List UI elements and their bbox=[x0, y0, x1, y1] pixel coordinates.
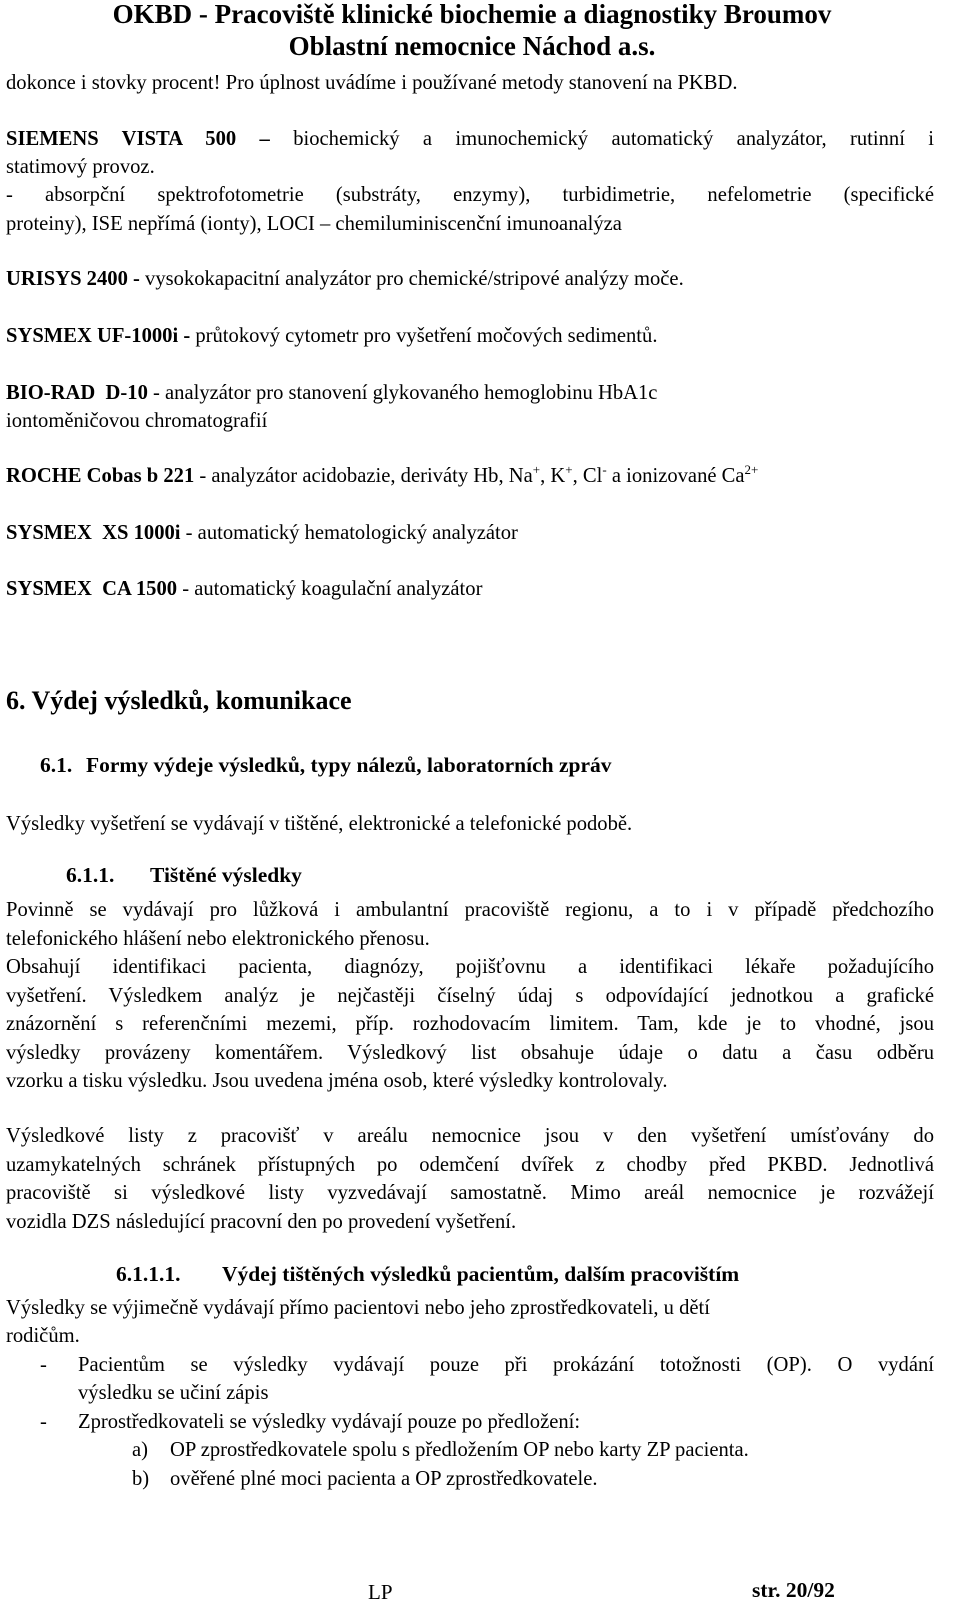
sub-item-a-text: OP zprostředkovatele spolu s předložením OP nebo karty ZP pacienta. bbox=[170, 1439, 749, 1461]
bullet-2-dash: - bbox=[40, 1411, 47, 1433]
sysmex-uf-name: SYSMEX UF-1000i - bbox=[6, 325, 191, 347]
bullet-1-line-1: Pacientům se výsledky vydávají pouze při prokázání totožnosti (OP). O vydání bbox=[78, 1354, 934, 1376]
roche-desc-c: , Cl bbox=[572, 465, 603, 487]
bullet-2-line-1: Zprostředkovateli se výsledky vydávají pouze po předložení: bbox=[78, 1411, 581, 1433]
bullet-1-dash: - bbox=[40, 1354, 47, 1376]
urisys-line bbox=[6, 265, 684, 294]
printed-p3-line-3: pracoviště si výsledkové listy vyzvedávají samostatně. Mimo areál nemocnice je rozvážejí bbox=[6, 1182, 934, 1204]
section-6-1-title: Formy výdeje výsledků, typy nálezů, laboratorních zpráv bbox=[86, 753, 612, 777]
intro-text: dokonce i stovky procent! Pro úplnost uvádíme i používané metody stanovení na PKBD. bbox=[6, 72, 738, 94]
printed-p2-line-5: vzorku a tisku výsledku. Jsou uvedena jména osob, které výsledky kontrolovaly. bbox=[6, 1070, 668, 1092]
issue-p1-line-2: rodičům. bbox=[6, 1325, 80, 1347]
issue-p1-line-1: Výsledky se výjimečně vydávají přímo pacientovi nebo jeho zprostředkovateli, u dětí bbox=[6, 1297, 710, 1319]
sysmex-ca-desc: - automatický koagulační analyzátor bbox=[182, 578, 483, 600]
ca-superscript: 2+ bbox=[744, 462, 759, 478]
roche-desc-d: a ionizované Ca bbox=[606, 465, 745, 487]
printed-p2-line-3: znázornění s referenčními mezemi, příp. rozhodovacím limitem. Tam, kde je to vhodné, jsou bbox=[6, 1013, 934, 1035]
printed-p3-line-1: Výsledkové listy z pracovišť v areálu nemocnice jsou v den vyšetření umísťovány do bbox=[6, 1125, 934, 1147]
footer-left: LP bbox=[368, 1580, 393, 1604]
printed-p3-line-2: uzamykatelných schránek přístupných po odemčení dvířek z chodby před PKBD. Jednotlivá bbox=[6, 1154, 934, 1176]
printed-p1-line-2: telefonického hlášení nebo elektronického přenosu. bbox=[6, 928, 430, 950]
section-6-number: 6. bbox=[6, 686, 26, 715]
sysmex-xs-name: SYSMEX XS 1000i bbox=[6, 522, 181, 544]
urisys-name: URISYS 2400 - bbox=[6, 268, 140, 290]
printed-p2-line-4: výsledky provázeny komentářem. Výsledkový list obsahuje údaje o datu a času odběru bbox=[6, 1042, 934, 1064]
bullet-1-line-2: výsledku se učiní zápis bbox=[78, 1382, 269, 1404]
sysmex-uf-desc: průtokový cytometr pro vyšetření močových sedimentů. bbox=[195, 325, 658, 347]
sysmex-xs-desc: - automatický hematologický analyzátor bbox=[185, 522, 518, 544]
sub-item-b-label: b) bbox=[132, 1468, 150, 1490]
section-6-1-1-title: Tištěné výsledky bbox=[150, 863, 302, 887]
printed-p1-line-1: Povinně se vydávají pro lůžková i ambulantní pracoviště regionu, a to i v případě předchozího bbox=[6, 899, 934, 921]
header-line-1: OKBD - Pracoviště klinické biochemie a diagnostiky Broumov bbox=[112, 0, 832, 29]
sub-item-b-text: ověřené plné moci pacienta a OP zprostředkovatele. bbox=[170, 1468, 598, 1490]
roche-line bbox=[6, 462, 758, 491]
section-6-1-1-number: 6.1.1. bbox=[66, 863, 115, 887]
printed-p3-line-4: vozidla DZS následující pracovní den po provedení vyšetření. bbox=[6, 1211, 517, 1233]
printed-p2-line-1: Obsahují identifikaci pacienta, diagnózy, pojišťovnu a identifikaci lékaře požadujícího bbox=[6, 956, 934, 978]
siemens-desc: biochemický a imunochemický automatický analyzátor, rutinní i bbox=[293, 128, 935, 150]
footer-page-number: str. 20/92 bbox=[752, 1578, 835, 1602]
sysmex-ca-line bbox=[6, 575, 482, 604]
section-6-title: Výdej výsledků, komunikace bbox=[31, 686, 352, 715]
biorad-line-2: iontoměničovou chromatografií bbox=[6, 410, 268, 432]
sysmex-xs-line bbox=[6, 519, 518, 548]
na-superscript: + bbox=[532, 462, 541, 478]
section-6-1-number: 6.1. bbox=[40, 753, 73, 777]
section-6-heading bbox=[6, 686, 352, 716]
sysmex-uf-line bbox=[6, 322, 657, 351]
printed-p2-line-2: vyšetření. Výsledkem analýz je nejčastěji číselný údaj s odpovídající jednotkou a grafické bbox=[6, 985, 934, 1007]
biorad-name: BIO-RAD D-10 bbox=[6, 382, 148, 404]
header-line-2: Oblastní nemocnice Náchod a.s. bbox=[288, 31, 656, 61]
roche-desc-b: , K bbox=[540, 465, 566, 487]
siemens-name: SIEMENS VISTA 500 – bbox=[6, 128, 270, 150]
siemens-line-1 bbox=[6, 125, 934, 154]
section-6-1-1-1-number: 6.1.1.1. bbox=[116, 1262, 181, 1286]
roche-name: ROCHE Cobas b 221 bbox=[6, 465, 195, 487]
k-superscript: + bbox=[565, 462, 573, 478]
section-6-1-1-1-title: Výdej tištěných výsledků pacientům, dalším pracovištím bbox=[222, 1262, 740, 1286]
siemens-line-2: statimový provoz. bbox=[6, 156, 155, 178]
section-6-1-text: Výsledky vyšetření se vydávají v tištěné, elektronické a telefonické podobě. bbox=[6, 813, 633, 835]
biorad-line-1 bbox=[6, 379, 657, 408]
urisys-desc: vysokokapacitní analyzátor pro chemické/stripové analýzy moče. bbox=[145, 268, 684, 290]
sub-item-a-label: a) bbox=[132, 1439, 148, 1461]
siemens-methods-1: - absorpční spektrofotometrie (substráty, enzymy), turbidimetrie, nefelometrie (specifické bbox=[6, 184, 934, 206]
cl-superscript: - bbox=[602, 462, 607, 478]
siemens-methods-2: proteiny), ISE nepřímá (ionty), LOCI – chemiluminiscenční imunoanalýza bbox=[6, 213, 622, 235]
sysmex-ca-name: SYSMEX CA 1500 bbox=[6, 578, 178, 600]
biorad-desc: - analyzátor pro stanovení glykovaného hemoglobinu HbA1c bbox=[153, 382, 658, 404]
roche-desc-a: - analyzátor acidobazie, deriváty Hb, Na bbox=[199, 465, 533, 487]
